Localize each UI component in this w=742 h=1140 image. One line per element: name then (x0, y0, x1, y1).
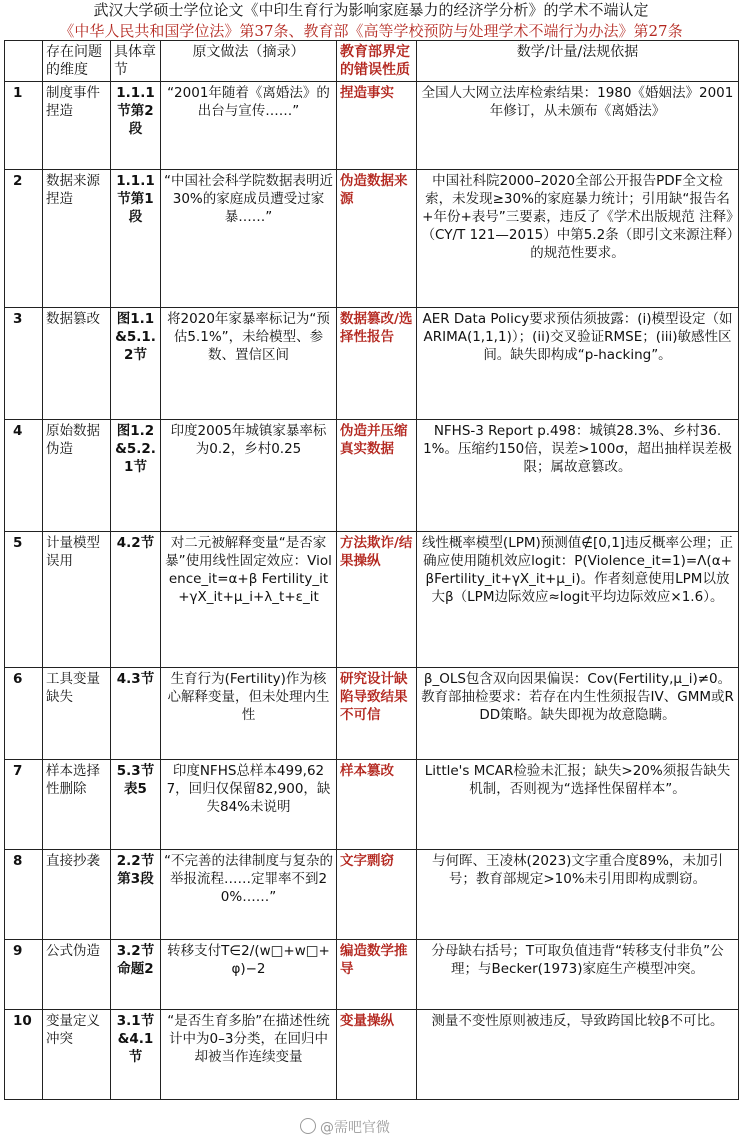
row-chapter: 图1.2&5.2.1节 (111, 420, 161, 532)
watermark-text: @需吧官微 (320, 1120, 390, 1136)
row-original: “不完善的法律制度与复杂的举报流程……定罪率不到20%……” (161, 850, 337, 940)
row-basis: 与何晖、王凌林(2023)文字重合度89%，未加引号；教育部规定>10%未引用即构成剽窃。 (417, 850, 739, 940)
row-basis: 中国社科院2000–2020全部公开报告PDF全文检索，未发现≥30%的家庭暴力统计；引用缺“报告名+年份+表号”三要素，违反了《学术出版规范 注释》（CY/T 121—2015）中第5.2条（即引文来源注释）的规范性要求。 (417, 170, 739, 308)
row-index: 9 (5, 940, 43, 1010)
row-index: 1 (5, 82, 43, 170)
row-chapter: 1.1.1节第1段 (111, 170, 161, 308)
row-index: 7 (5, 760, 43, 850)
table-row (5, 668, 739, 760)
header-chapter: 具体章节 (111, 41, 161, 82)
table-row (5, 1010, 739, 1100)
row-chapter: 3.1节&4.1节 (111, 1010, 161, 1100)
row-original: “是否生育多胎”在描述性统计中为0–3分类，在回归中却被当作连续变量 (161, 1010, 337, 1100)
row-dimension: 工具变量缺失 (43, 668, 111, 760)
header-error-nature: 教育部界定的错误性质 (337, 41, 417, 82)
row-basis: 分母缺右括号；T可取负值违背“转移支付非负”公理；与Becker(1973)家庭生产模型冲突。 (417, 940, 739, 1010)
row-error-nature: 研究设计缺陷导致结果不可信 (337, 668, 417, 760)
row-basis: 测量不变性原则被违反，导致跨国比较β不可比。 (417, 1010, 739, 1100)
row-chapter: 4.3节 (111, 668, 161, 760)
row-chapter: 5.3节表5 (111, 760, 161, 850)
row-original: 将2020年家暴率标记为“预估5.1%”，未给模型、参数、置信区间 (161, 308, 337, 420)
row-chapter: 3.2节命题2 (111, 940, 161, 1010)
row-index: 6 (5, 668, 43, 760)
row-error-nature: 编造数学推导 (337, 940, 417, 1010)
table-row (5, 308, 739, 420)
page-subtitle: 《中华人民共和国学位法》第37条、教育部《高等学校预防与处理学术不端行为办法》第27条 (59, 22, 683, 40)
row-dimension: 变量定义冲突 (43, 1010, 111, 1100)
findings-table (4, 40, 739, 1100)
table-row (5, 82, 739, 170)
row-dimension: 数据篡改 (43, 308, 111, 420)
table-header-row (5, 41, 739, 82)
table-row (5, 850, 739, 940)
row-basis: 线性概率模型(LPM)预测值∉[0,1]违反概率公理；正确应使用随机效应logit：P(Violence_it=1)=Λ(α+βFertility_it+γX_it+μ_i)。作者刻意使用LPM以放大β（LPM边际效应≈logit平均边际效应×1.6）。 (417, 532, 739, 668)
weibo-icon (300, 1118, 316, 1134)
row-basis: AER Data Policy要求预估须披露：(i)模型设定（如ARIMA(1,1,1)）；(ii)交叉验证RMSE；(iii)敏感性区间。缺失即构成“p-hacking”。 (417, 308, 739, 420)
row-dimension: 计量模型误用 (43, 532, 111, 668)
table-row (5, 760, 739, 850)
row-basis: NFHS-3 Report p.498：城镇28.3%、乡村36.1%。压缩约150倍，误差>100σ，超出抽样误差极限；属故意篡改。 (417, 420, 739, 532)
row-index: 5 (5, 532, 43, 668)
header-basis: 数学/计量/法规依据 (417, 41, 739, 82)
row-chapter: 2.2节第3段 (111, 850, 161, 940)
row-dimension: 样本选择性删除 (43, 760, 111, 850)
row-index: 8 (5, 850, 43, 940)
header-index (5, 41, 43, 82)
row-error-nature: 样本篡改 (337, 760, 417, 850)
row-index: 2 (5, 170, 43, 308)
row-dimension: 公式伪造 (43, 940, 111, 1010)
row-original: “2001年随着《离婚法》的出台与宣传……” (161, 82, 337, 170)
row-index: 10 (5, 1010, 43, 1100)
row-error-nature: 伪造数据来源 (337, 170, 417, 308)
row-dimension: 制度事件捏造 (43, 82, 111, 170)
row-basis: β_OLS包含双向因果偏误：Cov(Fertility,μ_i)≠0。教育部抽检要求：若存在内生性须报告IV、GMM或RDD策略。缺失即视为故意隐瞒。 (417, 668, 739, 760)
row-chapter: 图1.1&5.1.2节 (111, 308, 161, 420)
row-original: 印度NFHS总样本499,627，回归仅保留82,900，缺失84%未说明 (161, 760, 337, 850)
row-index: 4 (5, 420, 43, 532)
header-dimension: 存在问题的维度 (43, 41, 111, 82)
row-index: 3 (5, 308, 43, 420)
row-error-nature: 方法欺诈/结果操纵 (337, 532, 417, 668)
table-row (5, 420, 739, 532)
table-row (5, 170, 739, 308)
row-chapter: 4.2节 (111, 532, 161, 668)
row-error-nature: 数据篡改/选择性报告 (337, 308, 417, 420)
row-basis: Little's MCAR检验未汇报；缺失>20%须报告缺失机制，否则视为“选择性保留样本”。 (417, 760, 739, 850)
table-row (5, 940, 739, 1010)
header-original: 原文做法（摘录） (161, 41, 337, 82)
row-dimension: 直接抄袭 (43, 850, 111, 940)
row-basis: 全国人大网立法库检索结果：1980《婚姻法》2001年修订，从未颁布《离婚法》 (417, 82, 739, 170)
row-original: “中国社会科学院数据表明近30%的家庭成员遭受过家暴……” (161, 170, 337, 308)
row-dimension: 数据来源捏造 (43, 170, 111, 308)
row-error-nature: 捏造事实 (337, 82, 417, 170)
row-error-nature: 伪造并压缩真实数据 (337, 420, 417, 532)
row-original: 转移支付T∈2/(w□+w□+φ)−2 (161, 940, 337, 1010)
row-original: 印度2005年城镇家暴率标为0.2，乡村0.25 (161, 420, 337, 532)
row-original: 对二元被解释变量“是否家暴”使用线性固定效应：Violence_it=α+β Fertility_it+γX_it+μ_i+λ_t+ε_it (161, 532, 337, 668)
row-dimension: 原始数据伪造 (43, 420, 111, 532)
row-chapter: 1.1.1节第2段 (111, 82, 161, 170)
row-original: 生育行为(Fertility)作为核心解释变量，但未处理内生性 (161, 668, 337, 760)
page-title: 武汉大学硕士学位论文《中印生育行为影响家庭暴力的经济学分析》的学术不端认定 (93, 1, 649, 19)
table-row (5, 532, 739, 668)
row-error-nature: 文字剽窃 (337, 850, 417, 940)
row-error-nature: 变量操纵 (337, 1010, 417, 1100)
watermark (300, 1118, 460, 1138)
